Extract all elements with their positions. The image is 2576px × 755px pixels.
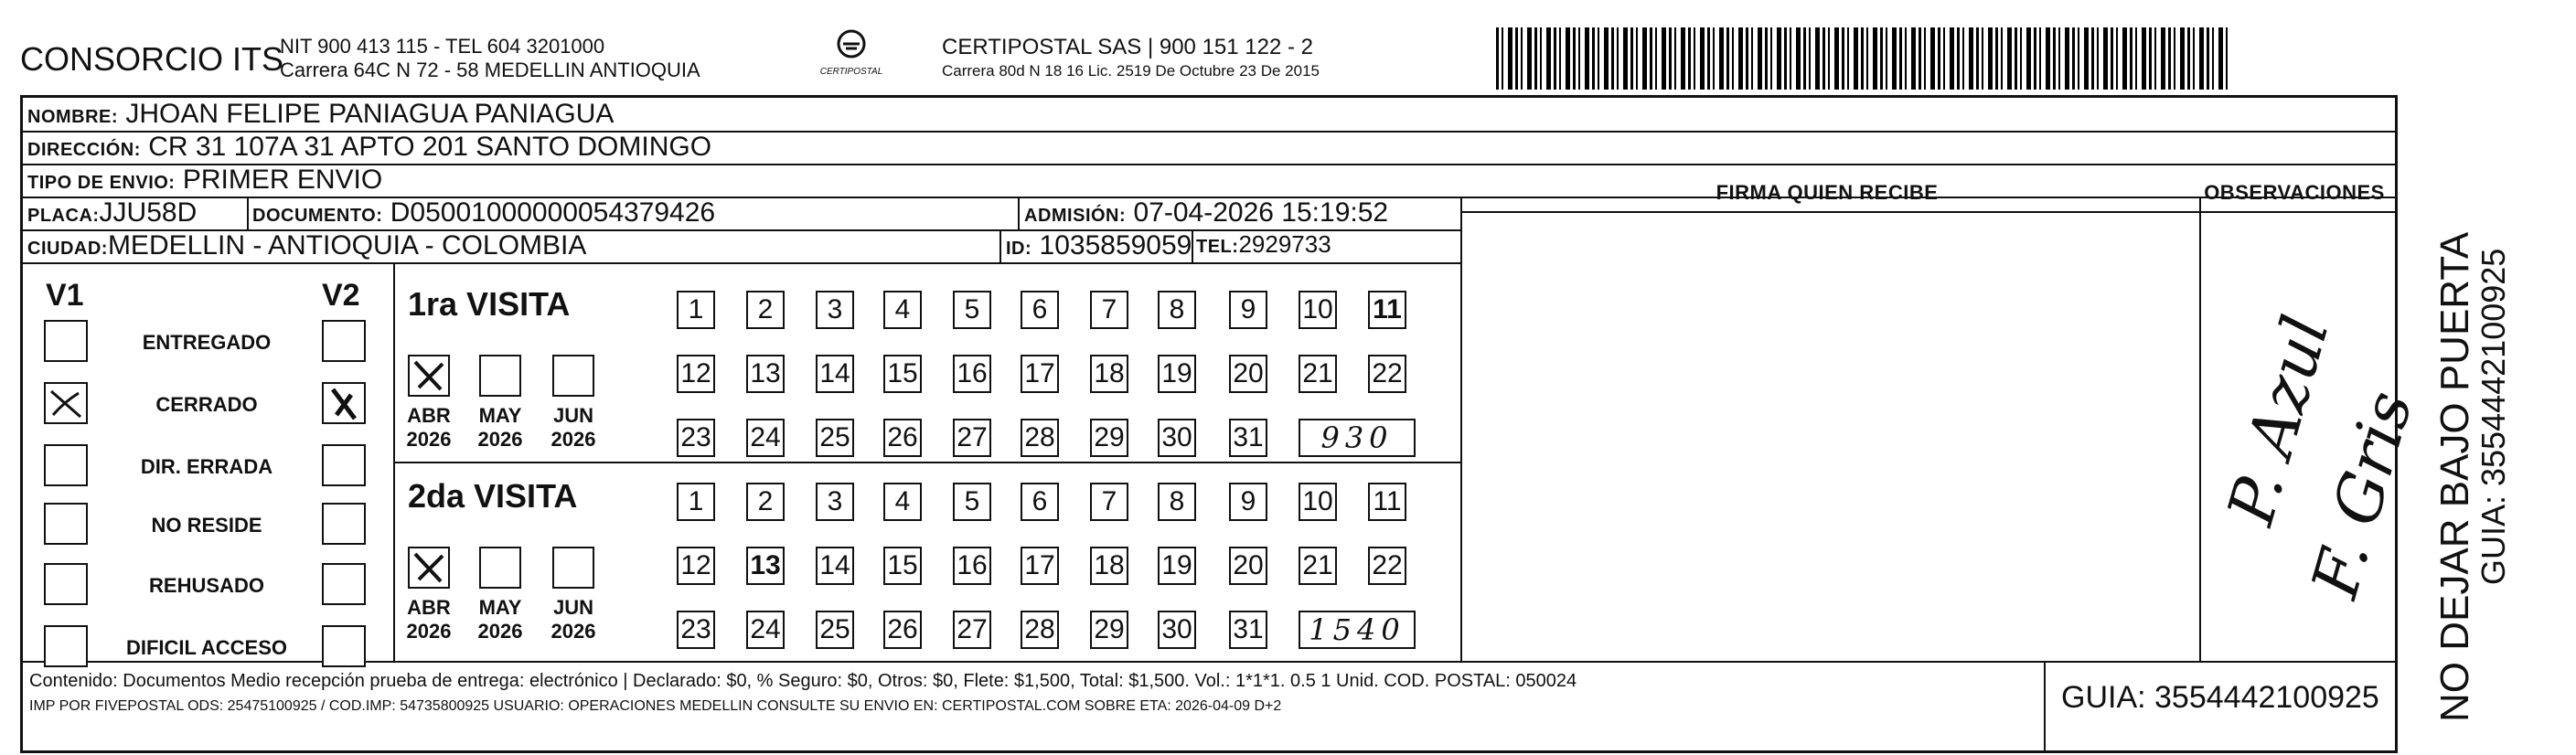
logo-text: CERTIPOSTAL [819,67,883,77]
day-cell[interactable]: 8 [1158,291,1196,329]
logo-icon [833,29,870,62]
address-row [27,132,711,163]
company-name: CONSORCIO ITS [20,40,284,78]
month-checkbox[interactable] [552,355,594,397]
day-cell[interactable]: 24 [746,611,785,649]
v2-checkbox[interactable] [322,382,366,424]
day-cell[interactable]: 25 [816,419,854,457]
v1-checkbox[interactable] [44,503,88,545]
month-checkbox[interactable] [479,547,521,589]
v2-checkbox[interactable] [322,503,366,545]
day-cell[interactable]: 17 [1021,355,1059,393]
tel-label: TEL: [1196,237,1239,257]
status-label: REHUSADO [149,574,264,597]
time-box[interactable]: 930 [1299,419,1416,457]
v2-header: V2 [322,278,360,313]
day-cell[interactable]: 25 [816,611,854,649]
courier-name: CERTIPOSTAL SAS | 900 151 122 - 2 [942,35,1313,59]
day-cell[interactable]: 16 [953,355,991,393]
address-label: DIRECCIÓN: [27,140,141,160]
month-year: 2026 [550,428,596,451]
day-cell[interactable]: 30 [1158,419,1196,457]
month-label [468,404,532,452]
day-cell[interactable]: 20 [1229,355,1267,393]
day-cell[interactable]: 5 [953,483,991,521]
day-cell[interactable]: 9 [1229,483,1267,521]
month-label [397,404,461,452]
name-label: NOMBRE: [27,107,119,127]
day-cell[interactable]: 23 [677,419,715,457]
month-label [468,596,532,643]
company-nit: NIT 900 413 115 - TEL 604 3201000 [280,35,605,58]
month-name: MAY [478,404,522,427]
v2-checkbox[interactable] [322,563,366,605]
v1-checkbox[interactable] [44,382,88,424]
day-cell[interactable]: 19 [1158,547,1196,585]
day-cell[interactable]: 23 [677,611,715,649]
tel-field [1196,230,1331,259]
day-cell[interactable]: 3 [816,483,854,521]
id-label: ID: [1006,239,1032,259]
day-cell[interactable]: 4 [883,291,922,329]
v1-checkbox[interactable] [44,625,88,667]
day-cell[interactable]: 7 [1090,483,1128,521]
city-label: CIUDAD: [27,239,108,259]
day-cell[interactable]: 2 [746,291,785,329]
plate-value: JJU58D [99,197,198,228]
side-guia: GUIA: 3554442100925 [2474,248,2512,585]
recipient-address: CR 31 107A 31 APTO 201 SANTO DOMINGO [148,132,712,162]
footer-guia: GUIA: 3554442100925 [2061,680,2379,715]
day-cell[interactable]: 12 [677,355,715,393]
day-cell[interactable]: 5 [953,291,991,329]
id-value: 1035859059 [1039,230,1192,261]
day-cell[interactable]: 11 [1368,483,1406,521]
city-value: MEDELLIN - ANTIOQUIA - COLOMBIA [107,230,587,261]
footer-content: Contenido: Documentos Medio recepción prueba de entrega: electrónico | Declarado: $0, % Seguro: $0, Otros: $0, Flete: $1,500, Total: $1,500. Vol.: 1*1*1. 0.5 1 Unid. COD. POSTAL: 050024 [29,671,1577,691]
day-cell[interactable]: 7 [1090,291,1128,329]
observation-note-1: P. Azul [2213,307,2344,533]
month-label [541,404,605,452]
day-cell[interactable]: 31 [1229,419,1267,457]
plate-label: PLACA: [27,206,100,226]
day-cell[interactable]: 10 [1299,483,1337,521]
v1-checkbox[interactable] [44,320,88,362]
v1-checkbox[interactable] [44,444,88,486]
month-name: JUN [552,404,593,427]
v1-checkbox[interactable] [44,563,88,605]
check-mark-icon [324,384,364,422]
observations-header: OBSERVACIONES [2204,181,2385,204]
month-name: ABR [407,596,451,619]
v2-checkbox[interactable] [322,625,366,667]
name-row [27,99,614,130]
day-cell[interactable]: 27 [953,611,991,649]
day-cell[interactable]: 15 [883,547,922,585]
month-checkbox[interactable] [408,355,450,397]
day-cell[interactable]: 1 [677,291,715,329]
v1-header: V1 [46,278,84,313]
day-cell[interactable]: 16 [953,547,991,585]
courier-logo [819,29,883,84]
barcode [1496,27,2228,90]
plate-field [27,197,197,229]
company-address: Carrera 64C N 72 - 58 MEDELLIN ANTIOQUIA [280,58,700,81]
month-checkbox[interactable] [552,547,594,589]
time-box[interactable]: 1540 [1299,611,1416,649]
first-visit-title: 1ra VISITA [408,285,571,323]
second-visit-title: 2da VISITA [408,477,578,515]
id-field [1006,230,1192,261]
signature-header: FIRMA QUIEN RECIBE [1716,181,1939,204]
month-year: 2026 [406,428,452,451]
v2-checkbox[interactable] [322,320,366,362]
status-label: ENTREGADO [142,331,272,354]
admission-value: 07-04-2026 15:19:52 [1133,197,1389,228]
type-label: TIPO DE ENVIO: [27,173,176,193]
city-field [27,230,586,261]
day-cell[interactable]: 31 [1229,611,1267,649]
day-cell[interactable]: 30 [1158,611,1196,649]
day-cell[interactable]: 26 [883,419,922,457]
month-checkbox[interactable] [479,355,521,397]
footer-print-info: IMP POR FIVEPOSTAL ODS: 25475100925 / COD.IMP: 54735800925 USUARIO: OPERACIONES MEDELLIN CONSULTE SU ENVIO EN: CERTIPOSTAL.COM SOBRE ETA: 2026-04-09 D+2 [29,698,1282,714]
day-cell[interactable]: 11 [1368,291,1406,329]
month-label [397,596,461,643]
tel-value: 2929733 [1238,230,1331,258]
day-cell[interactable]: 28 [1021,419,1059,457]
day-cell[interactable]: 29 [1090,611,1128,649]
day-cell[interactable]: 18 [1090,355,1128,393]
day-cell[interactable]: 2 [746,483,785,521]
day-cell[interactable]: 3 [816,291,854,329]
day-cell[interactable]: 13 [746,547,785,585]
month-year: 2026 [477,428,523,451]
day-cell[interactable]: 26 [883,611,922,649]
day-cell[interactable]: 28 [1021,611,1059,649]
document-field [252,197,715,229]
status-label: DIR. ERRADA [140,455,273,478]
type-row [27,165,382,196]
day-cell[interactable]: 10 [1299,291,1337,329]
month-year: 2026 [477,620,523,643]
day-cell[interactable]: 29 [1090,419,1128,457]
month-name: JUN [552,596,593,619]
day-cell[interactable]: 9 [1229,291,1267,329]
admission-field [1024,197,1388,229]
courier-address: Carrera 80d N 18 16 Lic. 2519 De Octubre 23 De 2015 [942,62,1320,80]
day-cell[interactable]: 12 [677,547,715,585]
document-value: D05001000000054379426 [390,197,716,228]
month-label [541,596,605,643]
day-cell[interactable]: 15 [883,355,922,393]
check-mark-icon [46,384,86,422]
day-cell[interactable]: 21 [1299,355,1337,393]
day-cell[interactable]: 14 [816,547,854,585]
admission-label: ADMISIÓN: [1024,206,1127,226]
day-cell[interactable]: 19 [1158,355,1196,393]
v2-checkbox[interactable] [322,444,366,486]
day-cell[interactable]: 6 [1021,291,1059,329]
check-mark-icon [410,356,448,395]
status-label: CERRADO [155,393,258,416]
recipient-name: JHOAN FELIPE PANIAGUA PANIAGUA [125,99,615,129]
document-label: DOCUMENTO: [252,206,383,226]
day-cell[interactable]: 27 [953,419,991,457]
day-cell[interactable]: 21 [1299,547,1337,585]
day-cell[interactable]: 6 [1021,483,1059,521]
day-cell[interactable]: 14 [816,355,854,393]
month-year: 2026 [550,620,596,643]
status-label: NO RESIDE [151,514,262,537]
day-cell[interactable]: 24 [746,419,785,457]
day-cell[interactable]: 22 [1368,547,1406,585]
shipment-type: PRIMER ENVIO [182,165,383,195]
day-cell[interactable]: 18 [1090,547,1128,585]
month-name: MAY [478,596,522,619]
day-cell[interactable]: 4 [883,483,922,521]
day-cell[interactable]: 20 [1229,547,1267,585]
day-cell[interactable]: 13 [746,355,785,393]
day-cell[interactable]: 22 [1368,355,1406,393]
day-cell[interactable]: 17 [1021,547,1059,585]
month-year: 2026 [406,620,452,643]
observation-note-2: F. Gris [2297,383,2428,606]
month-checkbox[interactable] [408,547,450,589]
status-label: DIFICIL ACCESO [125,636,287,659]
side-notice: NO DEJAR BAJO PUERTA [2432,231,2477,722]
month-name: ABR [407,404,451,427]
day-cell[interactable]: 8 [1158,483,1196,521]
check-mark-icon [410,548,448,587]
day-cell[interactable]: 1 [677,483,715,521]
